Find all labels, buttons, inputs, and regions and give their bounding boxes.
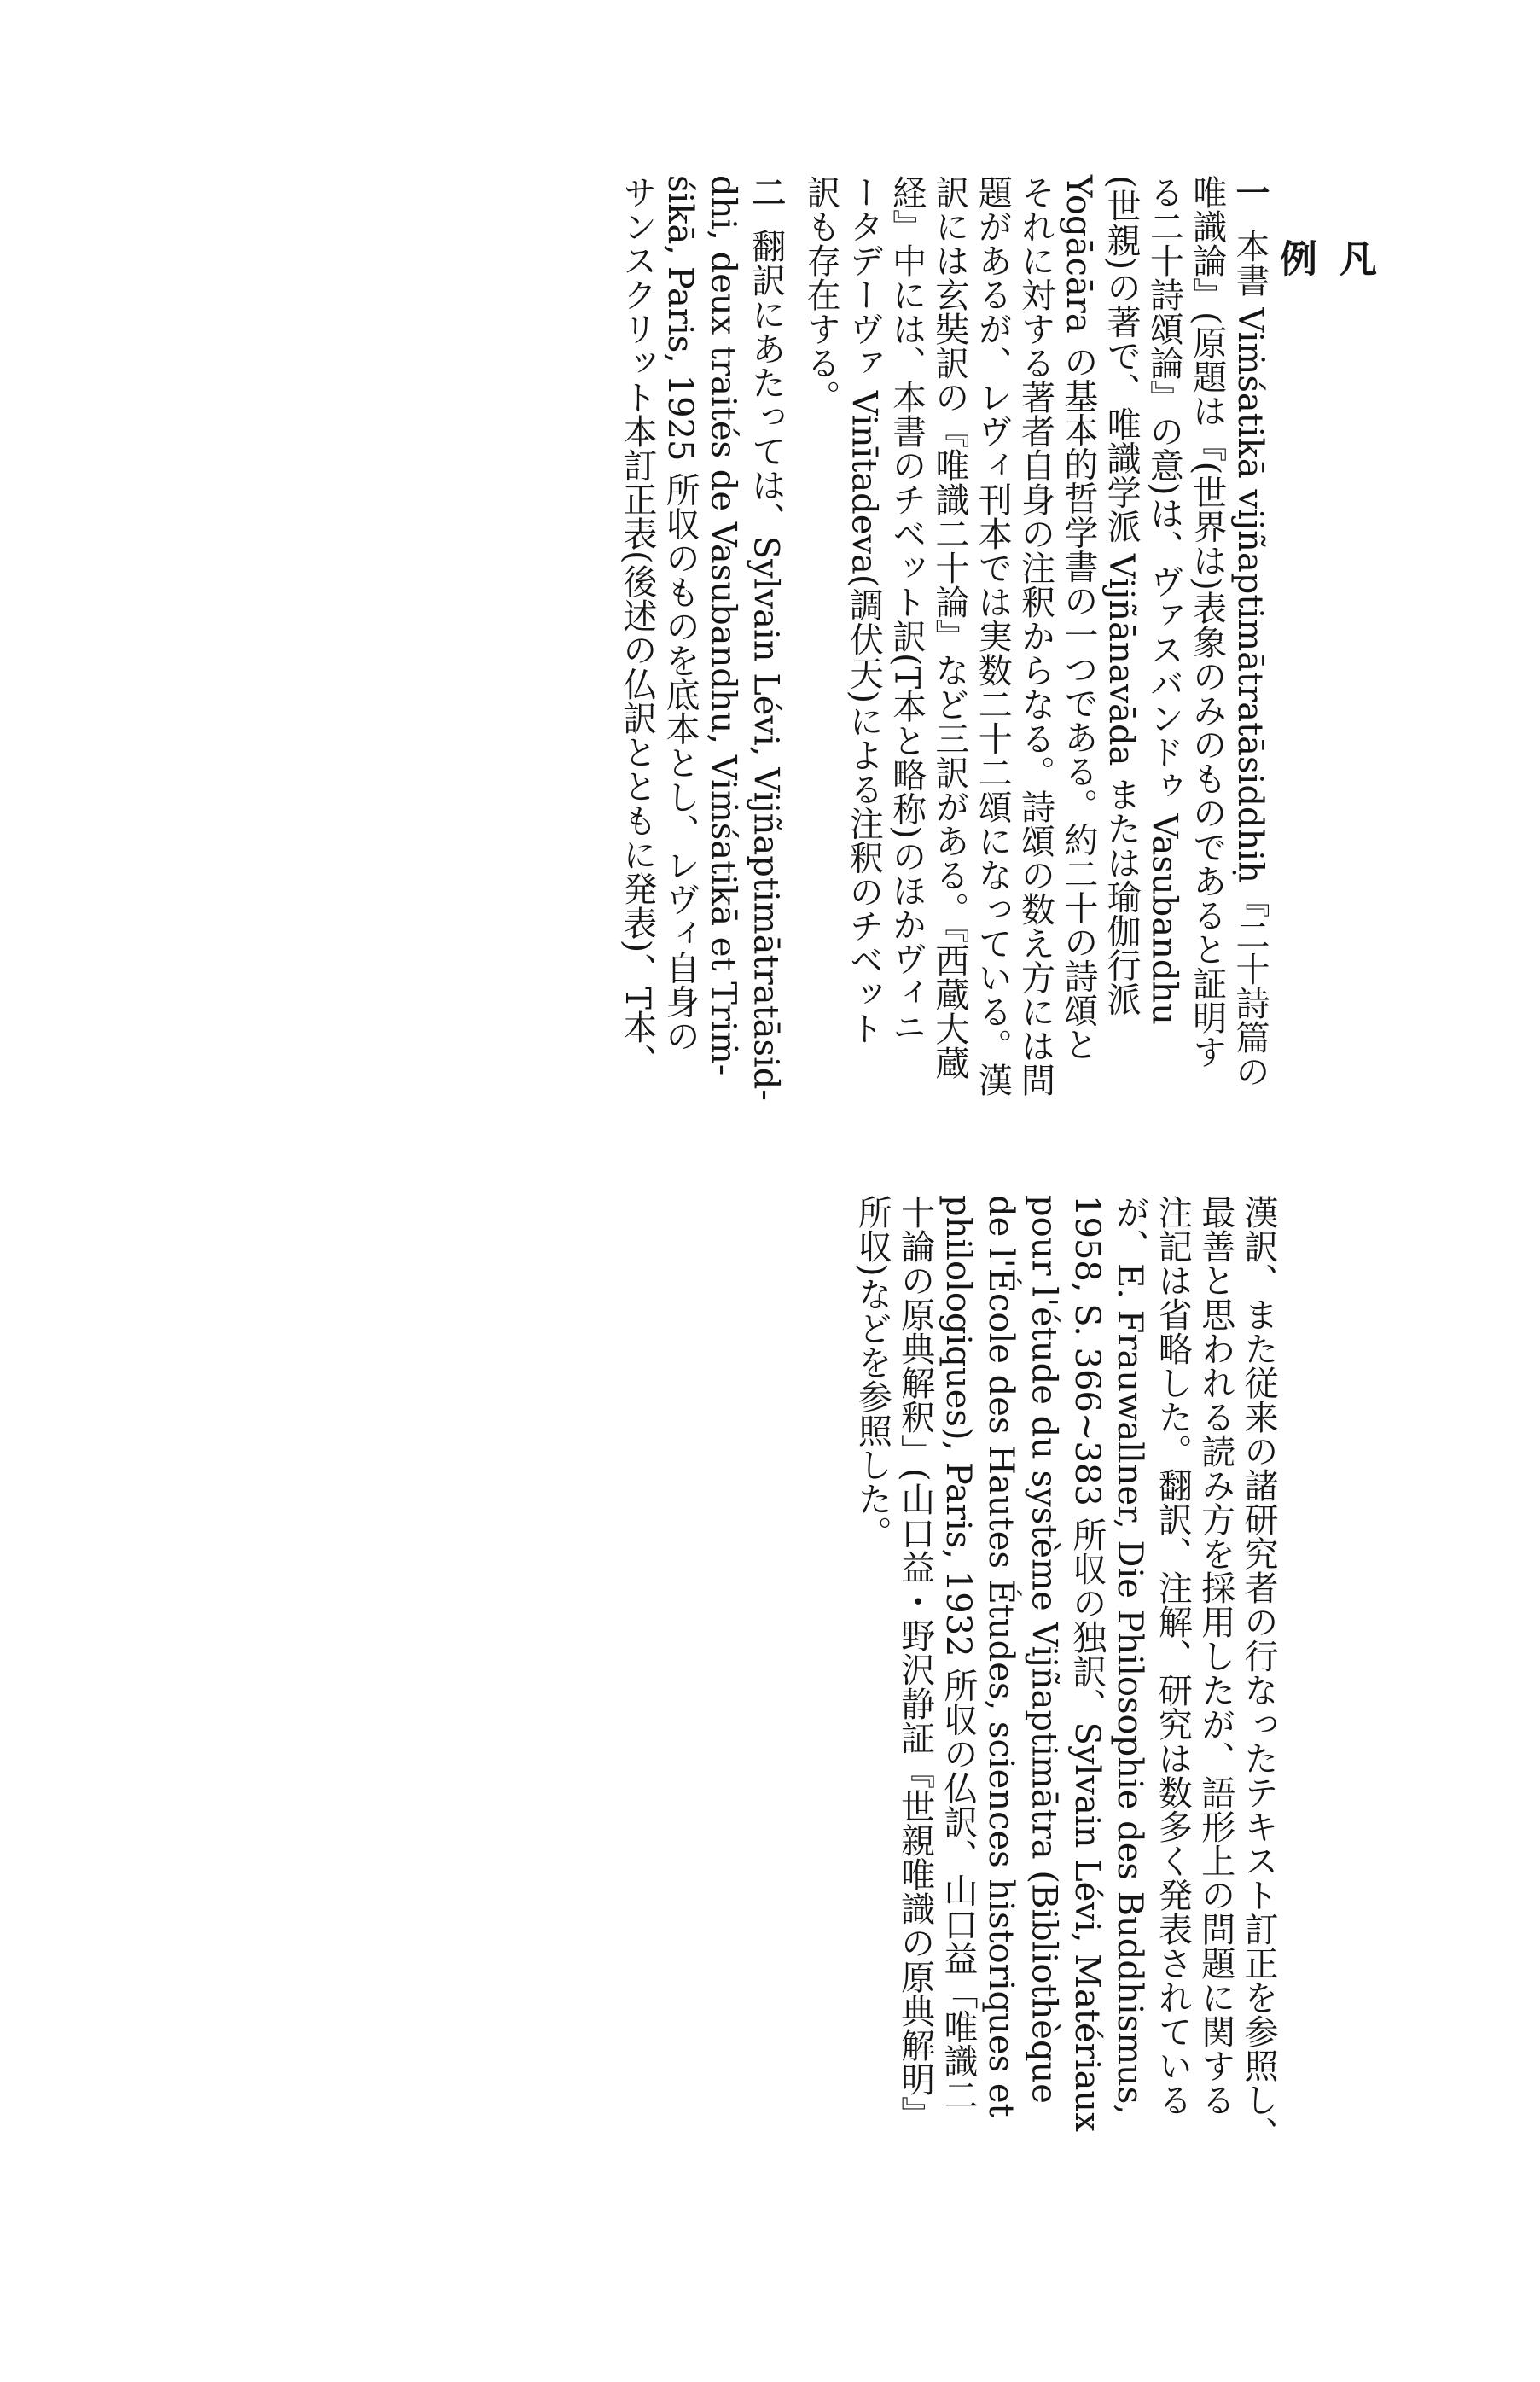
section-1-line: 経』中には、本書のチベット訳(T本と略称)のほかヴィニ bbox=[886, 175, 927, 1044]
section-2-continuation-line: 所収)などを参照した。 bbox=[852, 1195, 892, 1550]
section-2-continuation-line: 十論の原典解釈」(山口益・野沢静証『世親唯識の原典解明』 bbox=[895, 1195, 935, 2130]
section-1-line: 題があるが、レヴィ刊本では実数二十二頌になっている。漢 bbox=[973, 175, 1013, 1097]
section-2-continuation-line: が、E. Frauwallner, Die Philosophie des Buddhismus, bbox=[1110, 1195, 1150, 2116]
section-2-line: 二 翻訳にあたっては、Sylvain Lévi, Vijñaptimātratāsid- bbox=[744, 175, 787, 1144]
page-title: 凡 例 bbox=[1273, 239, 1376, 311]
section-2-continuation-line: de l'École des Hautes Études, sciences historiques et bbox=[981, 1195, 1021, 2117]
section-1-line: それに対する著者自身の注釈からなる。詩頌の数え方には問 bbox=[1015, 175, 1055, 1097]
section-2-line: dhi, deux traités de Vasubandhu, Viṁśatikā et Triṁ- bbox=[703, 175, 743, 1076]
section-2-continuation-line: 1958, S. 366~383 所収の独訳、Sylvain Lévi, Matériaux bbox=[1066, 1195, 1107, 2132]
section-1-line: る二十詩頌論』の意)は、ヴァスバンドゥ Vasubandhu bbox=[1144, 175, 1184, 1026]
section-1-line: Yogācāra の基本的哲学書の一つである。約二十の詩頌と bbox=[1058, 175, 1098, 1062]
section-2-marker: 二 bbox=[746, 175, 787, 209]
section-2-continuation-line: 漢訳、また従来の諸研究者の行なったテキスト訂正を参照し、 bbox=[1239, 1195, 1278, 2151]
section-1-line: 唯識論』(原題は『(世界は)表象のみのものであると証明す bbox=[1187, 175, 1227, 1069]
section-2-continuation-line: 最善と思われる読み方を採用したが、語形上の問題に関する bbox=[1195, 1195, 1235, 2117]
upper-text-block bbox=[617, 175, 1271, 1144]
section-2-continuation-line: pour l'étude du système Vijñaptimātra (Bibliothèque bbox=[1024, 1195, 1064, 2104]
section-gap bbox=[787, 175, 799, 1144]
section-1-line: 一 本書 Viṁśatikā vijñaptimātratāsiddhiḥ『二十詩篇の bbox=[1229, 175, 1271, 1144]
section-1-line: ータデーヴァ Vinītadeva(調伏天)による注釈のチベット bbox=[844, 175, 884, 1045]
section-2-line: サンスクリット本訂正表(後述の仏訳とともに発表)、T本、 bbox=[617, 175, 657, 1078]
section-2-line: śikā, Paris, 1925 所収のものを底本とし、レヴィ自身の bbox=[660, 175, 700, 1053]
section-2-continuation-line: philologiques), Paris, 1932 所収の仏訳、山口益「唯識二 bbox=[938, 1195, 978, 2112]
section-1-line: 訳には玄奘訳の『唯識二十論』など三訳がある。『西蔵大蔵 bbox=[929, 175, 969, 1080]
section-1-marker: 一 bbox=[1230, 175, 1270, 209]
section-1-line: 訳も存在する。 bbox=[801, 175, 841, 414]
section-1-line: (世親)の著で、唯識学派 Vijñānavāda または瑜伽行派 bbox=[1101, 175, 1142, 1016]
section-2-continuation-line: 注記は省略した。翻訳、注解、研究は数多く発表されている bbox=[1153, 1195, 1193, 2117]
lower-text-block bbox=[768, 1195, 1280, 2198]
